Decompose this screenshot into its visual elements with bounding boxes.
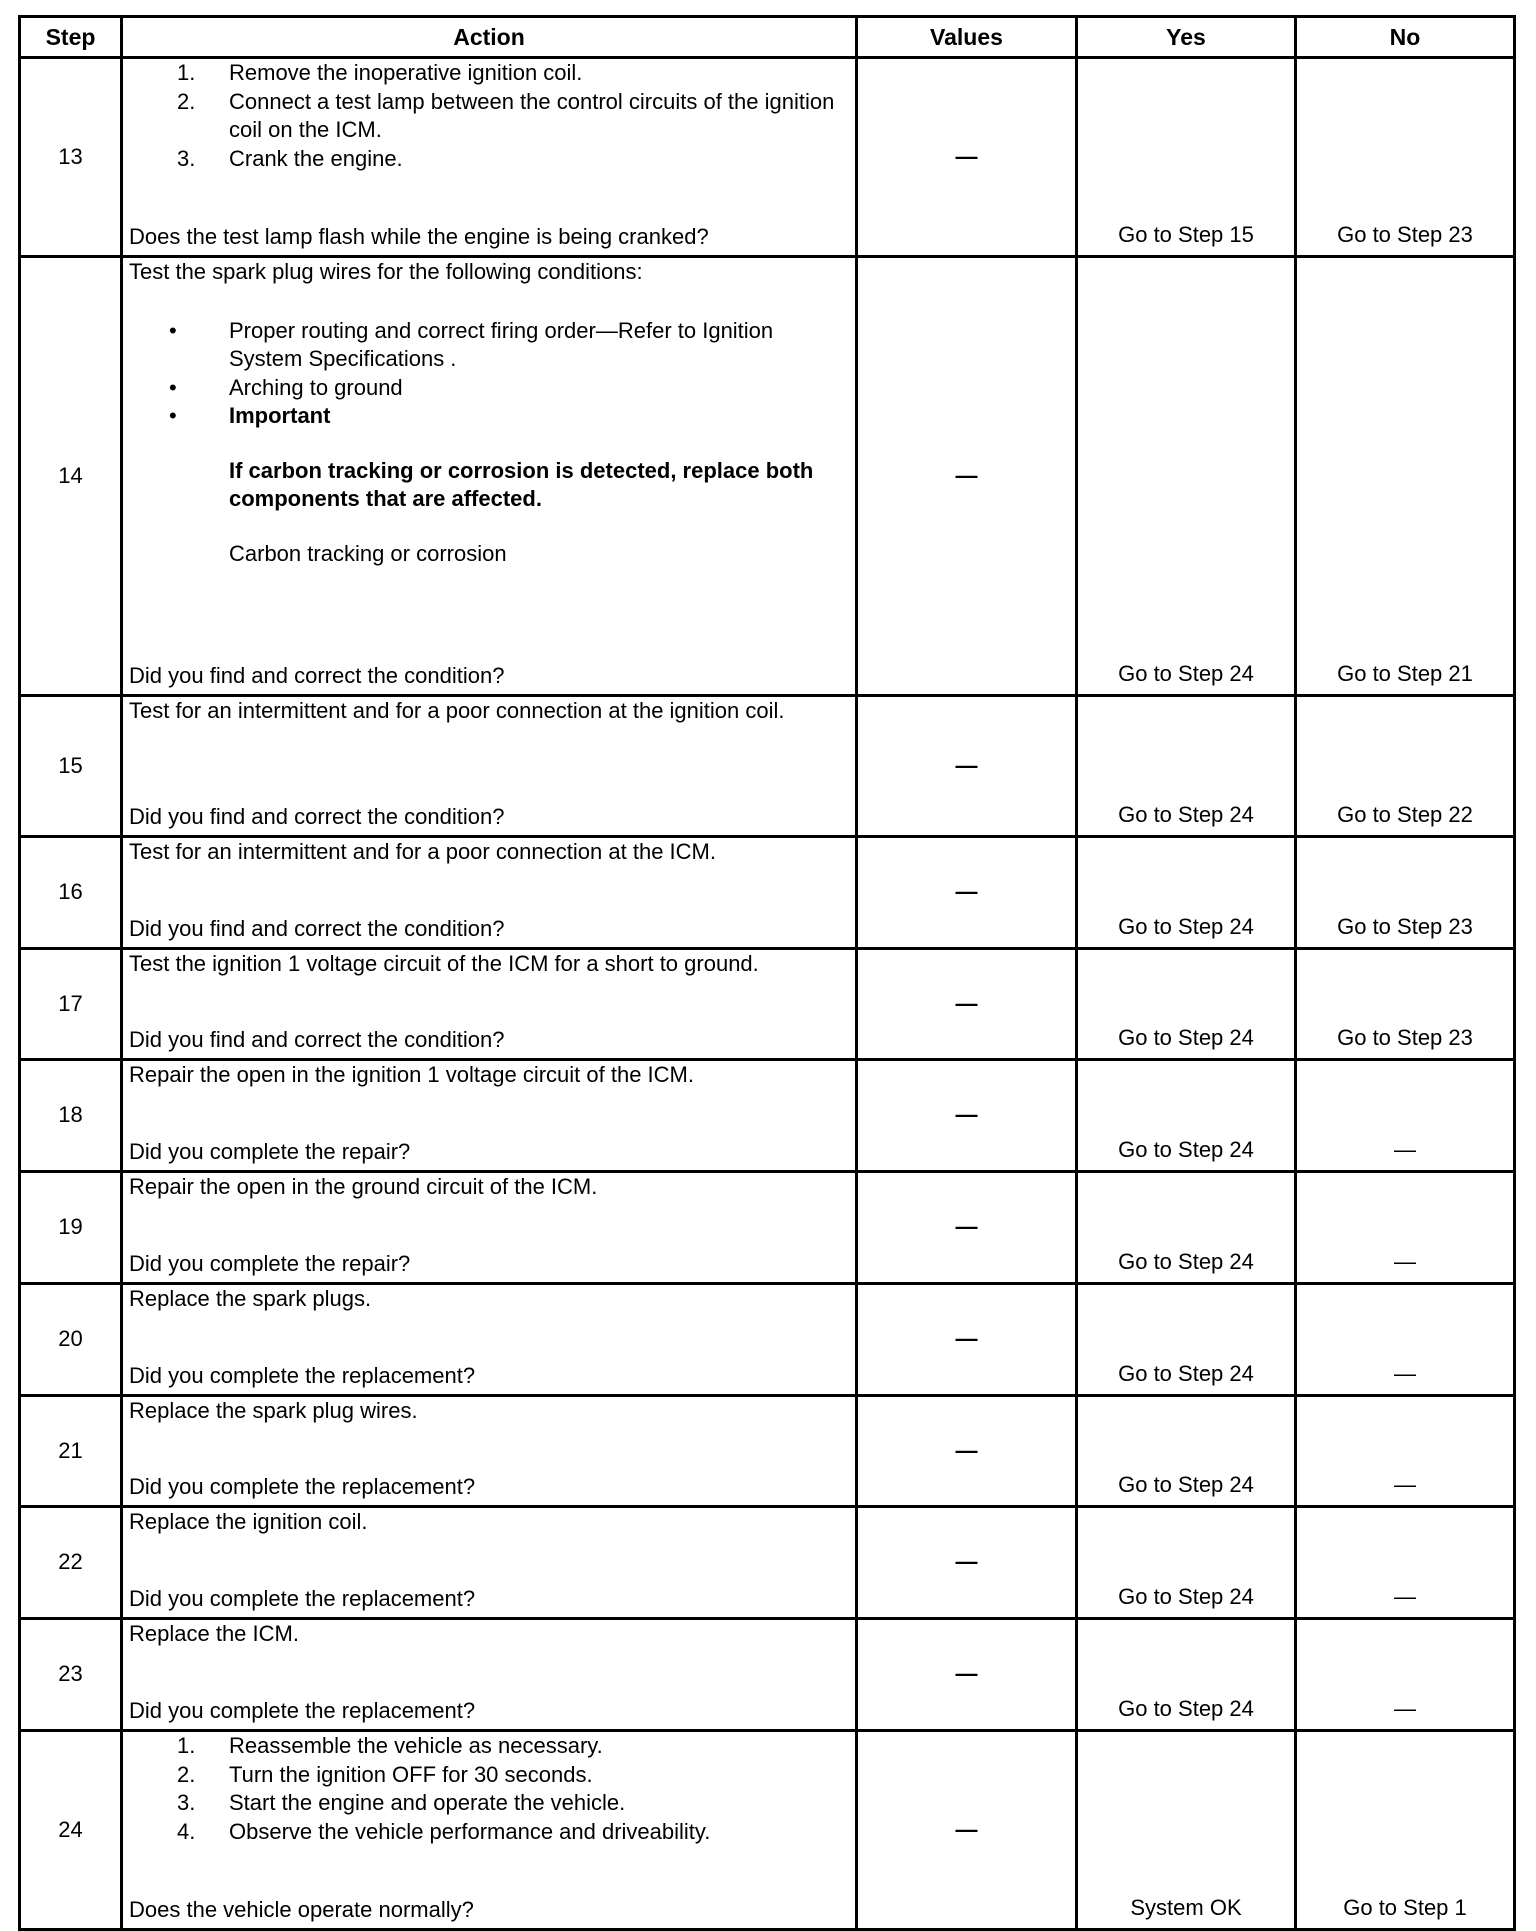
action-question: Did you complete the replacement? — [129, 1473, 476, 1499]
action-cell — [122, 1172, 857, 1284]
action-cell — [122, 696, 857, 837]
action-question: Did you find and correct the condition? — [129, 803, 505, 829]
step-text: Turn the ignition OFF for 30 seconds. — [229, 1761, 593, 1787]
action-cell — [122, 1284, 857, 1396]
action-question: Did you complete the replacement? — [129, 1697, 476, 1723]
action-content — [129, 59, 849, 251]
bullet-item — [129, 402, 849, 431]
action-cell — [122, 58, 857, 257]
diagnostic-table — [18, 15, 1516, 1931]
action-cell — [122, 1619, 857, 1731]
no-result: Go to Step 1 — [1296, 1731, 1515, 1930]
step-number: 18 — [20, 1060, 122, 1172]
action-content — [129, 697, 849, 831]
no-result: — — [1296, 1172, 1515, 1284]
numbered-step — [129, 1732, 849, 1761]
action-question: Did you complete the repair? — [129, 1138, 411, 1164]
action-instructions — [129, 258, 849, 568]
no-result: — — [1296, 1284, 1515, 1396]
yes-result: Go to Step 24 — [1077, 257, 1296, 696]
action-content — [129, 258, 849, 690]
step-number: 16 — [20, 837, 122, 949]
step-index: 2. — [177, 88, 196, 114]
step-text: Reassemble the vehicle as necessary. — [229, 1733, 603, 1758]
bullet-item — [129, 317, 849, 374]
action-cell — [122, 1507, 857, 1619]
action-instructions — [129, 1397, 849, 1426]
values-cell: — — [857, 696, 1077, 837]
values-cell: — — [857, 837, 1077, 949]
header-yes: Yes — [1077, 17, 1296, 58]
numbered-step — [129, 145, 849, 174]
bullet-icon: • — [169, 403, 177, 428]
yes-result: Go to Step 24 — [1077, 1396, 1296, 1507]
no-result: Go to Step 22 — [1296, 696, 1515, 837]
action-instructions — [129, 59, 849, 173]
action-instructions — [129, 1620, 849, 1649]
action-cell — [122, 837, 857, 949]
action-cell — [122, 1396, 857, 1507]
step-number: 17 — [20, 949, 122, 1060]
step-index: 1. — [177, 1733, 196, 1758]
no-result: — — [1296, 1396, 1515, 1507]
action-instructions — [129, 697, 849, 726]
values-cell: — — [857, 1507, 1077, 1619]
action-question: Did you find and correct the condition? — [129, 1026, 505, 1052]
action-text: Replace the spark plugs. — [129, 1286, 372, 1311]
numbered-step — [129, 1818, 849, 1847]
step-number: 15 — [20, 696, 122, 837]
bullet-icon: • — [169, 374, 177, 400]
table-row — [20, 1172, 1515, 1284]
numbered-step — [129, 59, 849, 88]
yes-result: System OK — [1077, 1731, 1296, 1930]
step-index: 2. — [177, 1761, 196, 1787]
values-cell: — — [857, 58, 1077, 257]
step-number: 22 — [20, 1507, 122, 1619]
action-content — [129, 1285, 849, 1390]
step-number: 21 — [20, 1396, 122, 1507]
step-index: 3. — [177, 145, 196, 171]
condition-text: Carbon tracking or corrosion — [229, 540, 507, 566]
numbered-step — [129, 1789, 849, 1818]
action-question: Does the test lamp flash while the engine is being cranked? — [129, 223, 709, 249]
action-content — [129, 1397, 849, 1501]
yes-result: Go to Step 15 — [1077, 58, 1296, 257]
step-text: Start the engine and operate the vehicle. — [229, 1790, 626, 1815]
action-question: Does the vehicle operate normally? — [129, 1896, 474, 1922]
numbered-step — [129, 88, 849, 145]
action-instructions — [129, 1732, 849, 1846]
values-cell: — — [857, 1172, 1077, 1284]
no-result: — — [1296, 1619, 1515, 1731]
action-instructions — [129, 1508, 849, 1537]
action-instructions — [129, 1061, 849, 1090]
step-number: 13 — [20, 58, 122, 257]
step-text: Connect a test lamp between the control circuits of the ignition coil on the ICM. — [229, 88, 835, 142]
table-row — [20, 837, 1515, 949]
action-text: Replace the ignition coil. — [129, 1509, 368, 1534]
header-action: Action — [122, 17, 857, 58]
no-result: Go to Step 23 — [1296, 58, 1515, 257]
values-cell: — — [857, 1619, 1077, 1731]
step-index: 1. — [177, 60, 196, 85]
table-row — [20, 58, 1515, 257]
table-row — [20, 1619, 1515, 1731]
action-question: Did you find and correct the condition? — [129, 662, 505, 688]
numbered-step — [129, 1761, 849, 1790]
step-text: Remove the inoperative ignition coil. — [229, 60, 583, 85]
table-row — [20, 1731, 1515, 1930]
action-cell — [122, 949, 857, 1060]
action-text: Test for an intermittent and for a poor connection at the ICM. — [129, 839, 716, 864]
values-cell: — — [857, 949, 1077, 1060]
action-intro: Test the spark plug wires for the following conditions: — [129, 259, 643, 284]
action-question: Did you complete the replacement? — [129, 1362, 476, 1388]
step-text: Crank the engine. — [229, 145, 403, 171]
values-cell: — — [857, 1731, 1077, 1930]
action-content — [129, 950, 849, 1054]
yes-result: Go to Step 24 — [1077, 1284, 1296, 1396]
action-question: Did you complete the repair? — [129, 1250, 411, 1276]
action-question: Did you complete the replacement? — [129, 1585, 476, 1611]
action-text: Test the ignition 1 voltage circuit of the ICM for a short to ground. — [129, 951, 759, 976]
action-text: Replace the spark plug wires. — [129, 1398, 418, 1423]
no-result: — — [1296, 1507, 1515, 1619]
header-no: No — [1296, 17, 1515, 58]
values-cell: — — [857, 257, 1077, 696]
values-cell: — — [857, 1396, 1077, 1507]
yes-result: Go to Step 24 — [1077, 696, 1296, 837]
action-instructions — [129, 838, 849, 867]
table-row — [20, 1284, 1515, 1396]
spacer — [129, 287, 849, 317]
table-row — [20, 1507, 1515, 1619]
step-number: 19 — [20, 1172, 122, 1284]
bullet-item — [129, 374, 849, 403]
table-row — [20, 949, 1515, 1060]
action-text: Repair the open in the ignition 1 voltage circuit of the ICM. — [129, 1062, 694, 1087]
yes-result: Go to Step 24 — [1077, 1619, 1296, 1731]
action-content — [129, 1508, 849, 1613]
action-content — [129, 1173, 849, 1278]
no-result: — — [1296, 1060, 1515, 1172]
values-cell: — — [857, 1284, 1077, 1396]
step-number: 20 — [20, 1284, 122, 1396]
no-result: Go to Step 23 — [1296, 949, 1515, 1060]
yes-result: Go to Step 24 — [1077, 1507, 1296, 1619]
bullet-icon: • — [169, 317, 177, 343]
action-instructions — [129, 950, 849, 979]
bullet-text: Arching to ground — [229, 374, 403, 400]
step-text: Observe the vehicle performance and driveability. — [229, 1818, 711, 1844]
action-instructions — [129, 1285, 849, 1314]
step-number: 23 — [20, 1619, 122, 1731]
step-number: 14 — [20, 257, 122, 696]
values-cell: — — [857, 1060, 1077, 1172]
no-result: Go to Step 21 — [1296, 257, 1515, 696]
yes-result: Go to Step 24 — [1077, 1060, 1296, 1172]
no-result: Go to Step 23 — [1296, 837, 1515, 949]
yes-result: Go to Step 24 — [1077, 949, 1296, 1060]
action-text: Repair the open in the ground circuit of the ICM. — [129, 1174, 598, 1199]
table-row — [20, 1396, 1515, 1507]
yes-result: Go to Step 24 — [1077, 1172, 1296, 1284]
step-number: 24 — [20, 1731, 122, 1930]
action-text: Test for an intermittent and for a poor connection at the ignition coil. — [129, 698, 785, 723]
action-text: Replace the ICM. — [129, 1621, 299, 1646]
action-content — [129, 1061, 849, 1166]
step-index: 3. — [177, 1790, 196, 1815]
action-instructions — [129, 1173, 849, 1202]
header-values: Values — [857, 17, 1077, 58]
bullet-text: Important — [229, 403, 331, 428]
table-row — [20, 1060, 1515, 1172]
action-content — [129, 838, 849, 943]
action-cell — [122, 1731, 857, 1930]
action-question: Did you find and correct the condition? — [129, 915, 505, 941]
action-content — [129, 1620, 849, 1725]
step-index: 4. — [177, 1818, 196, 1844]
table-row — [20, 257, 1515, 696]
action-cell — [122, 1060, 857, 1172]
bullet-text: Proper routing and correct firing order—Refer to Ignition System Specifications . — [229, 317, 774, 371]
table-row — [20, 696, 1515, 837]
yes-result: Go to Step 24 — [1077, 837, 1296, 949]
header-row — [20, 17, 1515, 58]
important-note: If carbon tracking or corrosion is detected, replace both components that are affected. — [229, 457, 814, 511]
action-content — [129, 1732, 849, 1924]
action-cell — [122, 257, 857, 696]
header-step: Step — [20, 17, 122, 58]
